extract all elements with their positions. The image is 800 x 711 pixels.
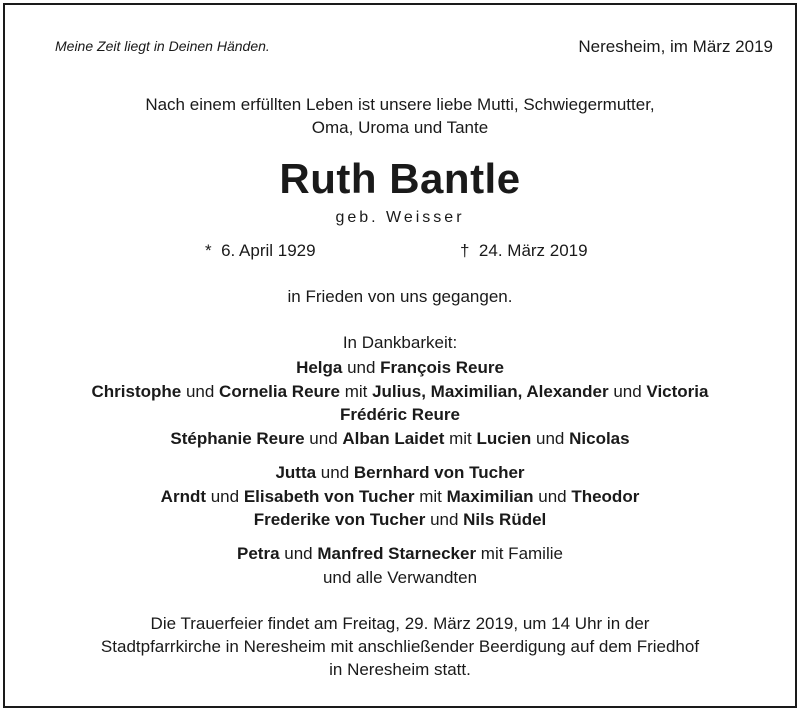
connector-text: mit	[339, 381, 373, 401]
funeral-line: Die Trauerfeier findet am Freitag, 29. März 2019, um 14 Uhr in der	[150, 614, 650, 633]
connector-text: und	[304, 428, 343, 448]
mourner-line	[5, 566, 795, 590]
mourner-name: Helga	[296, 358, 343, 377]
passing-text: in Frieden von uns gegangen.	[287, 287, 513, 306]
mourner-name: Theodor	[571, 486, 640, 506]
mourner-name: Frédéric Reure	[340, 405, 460, 424]
mourner-name: Arndt	[160, 486, 206, 506]
mourner-name: Stéphanie Reure	[170, 428, 305, 448]
connector-text: und	[533, 486, 572, 506]
mourner-group	[5, 542, 795, 589]
mourner-line	[5, 485, 795, 509]
mourner-name: Jutta	[275, 463, 317, 482]
mourner-name: Bernhard von Tucher	[353, 463, 525, 482]
connector-text: mit Familie	[476, 544, 563, 563]
birth-symbol: *	[205, 241, 212, 260]
mourner-name: Christophe	[91, 381, 182, 401]
obituary-notice	[3, 3, 797, 708]
connector-text: und	[531, 428, 570, 448]
mourner-name: Cornelia Reure	[219, 381, 340, 401]
mourner-name: Frederike von Tucher	[253, 510, 426, 529]
intro-line: Nach einem erfüllten Leben ist unsere liebe Mutti, Schwiegermutter,	[145, 95, 655, 114]
connector-text: und	[206, 486, 244, 506]
funeral-line: in Neresheim statt.	[329, 660, 471, 679]
death-date-text: 24. März 2019	[478, 241, 588, 260]
mourner-group	[5, 356, 795, 450]
connector-text: und	[316, 463, 354, 482]
maiden-name: geb. Weisser	[335, 209, 465, 226]
mourner-line	[5, 542, 795, 566]
birth-date-text: 6. April 1929	[221, 241, 316, 260]
connector-text: und	[425, 510, 464, 529]
mourner-name: Lucien	[476, 428, 532, 448]
mourner-name: Alban Laidet	[342, 428, 445, 448]
mourner-name: François Reure	[380, 358, 504, 377]
mourner-name: Elisabeth von Tucher	[243, 486, 415, 506]
mourner-line	[5, 380, 795, 404]
connector-text: und	[608, 381, 647, 401]
connector-text: und	[279, 544, 318, 563]
mourner-group	[5, 461, 795, 532]
connector-text: und alle Verwandten	[322, 567, 478, 587]
place-date: Neresheim, im März 2019	[578, 37, 773, 56]
intro-line: Oma, Uroma und Tante	[311, 118, 489, 137]
mourner-line	[5, 356, 795, 380]
birth-date	[205, 241, 316, 261]
deceased-name: Ruth Bantle	[279, 155, 521, 202]
funeral-line: Stadtpfarrkirche in Neresheim mit anschließender Beerdigung auf dem Friedhof	[100, 637, 700, 656]
connector-text: mit	[444, 428, 477, 448]
connector-text: und	[181, 381, 220, 401]
mourner-line	[5, 427, 795, 451]
connector-text: mit	[414, 486, 447, 506]
motto: Meine Zeit liegt in Deinen Händen.	[55, 38, 270, 54]
mourner-name: Petra	[237, 544, 280, 563]
death-symbol: †	[460, 241, 470, 260]
mourner-name: Maximilian	[446, 486, 534, 506]
funeral-details	[5, 612, 795, 681]
mourner-name: Nicolas	[569, 428, 630, 448]
death-date	[460, 241, 588, 261]
intro-text	[5, 93, 795, 139]
mourner-name: Manfred Starnecker	[317, 544, 477, 563]
mourner-line	[5, 508, 795, 532]
mourner-name: Victoria	[646, 381, 709, 401]
mourner-line	[5, 461, 795, 485]
mourner-line	[5, 403, 795, 427]
thanks-label: In Dankbarkeit:	[342, 333, 458, 352]
connector-text: und	[342, 358, 381, 377]
mourner-name: Julius, Maximilian, Alexander	[372, 381, 609, 401]
mourner-name: Nils Rüdel	[463, 510, 547, 529]
